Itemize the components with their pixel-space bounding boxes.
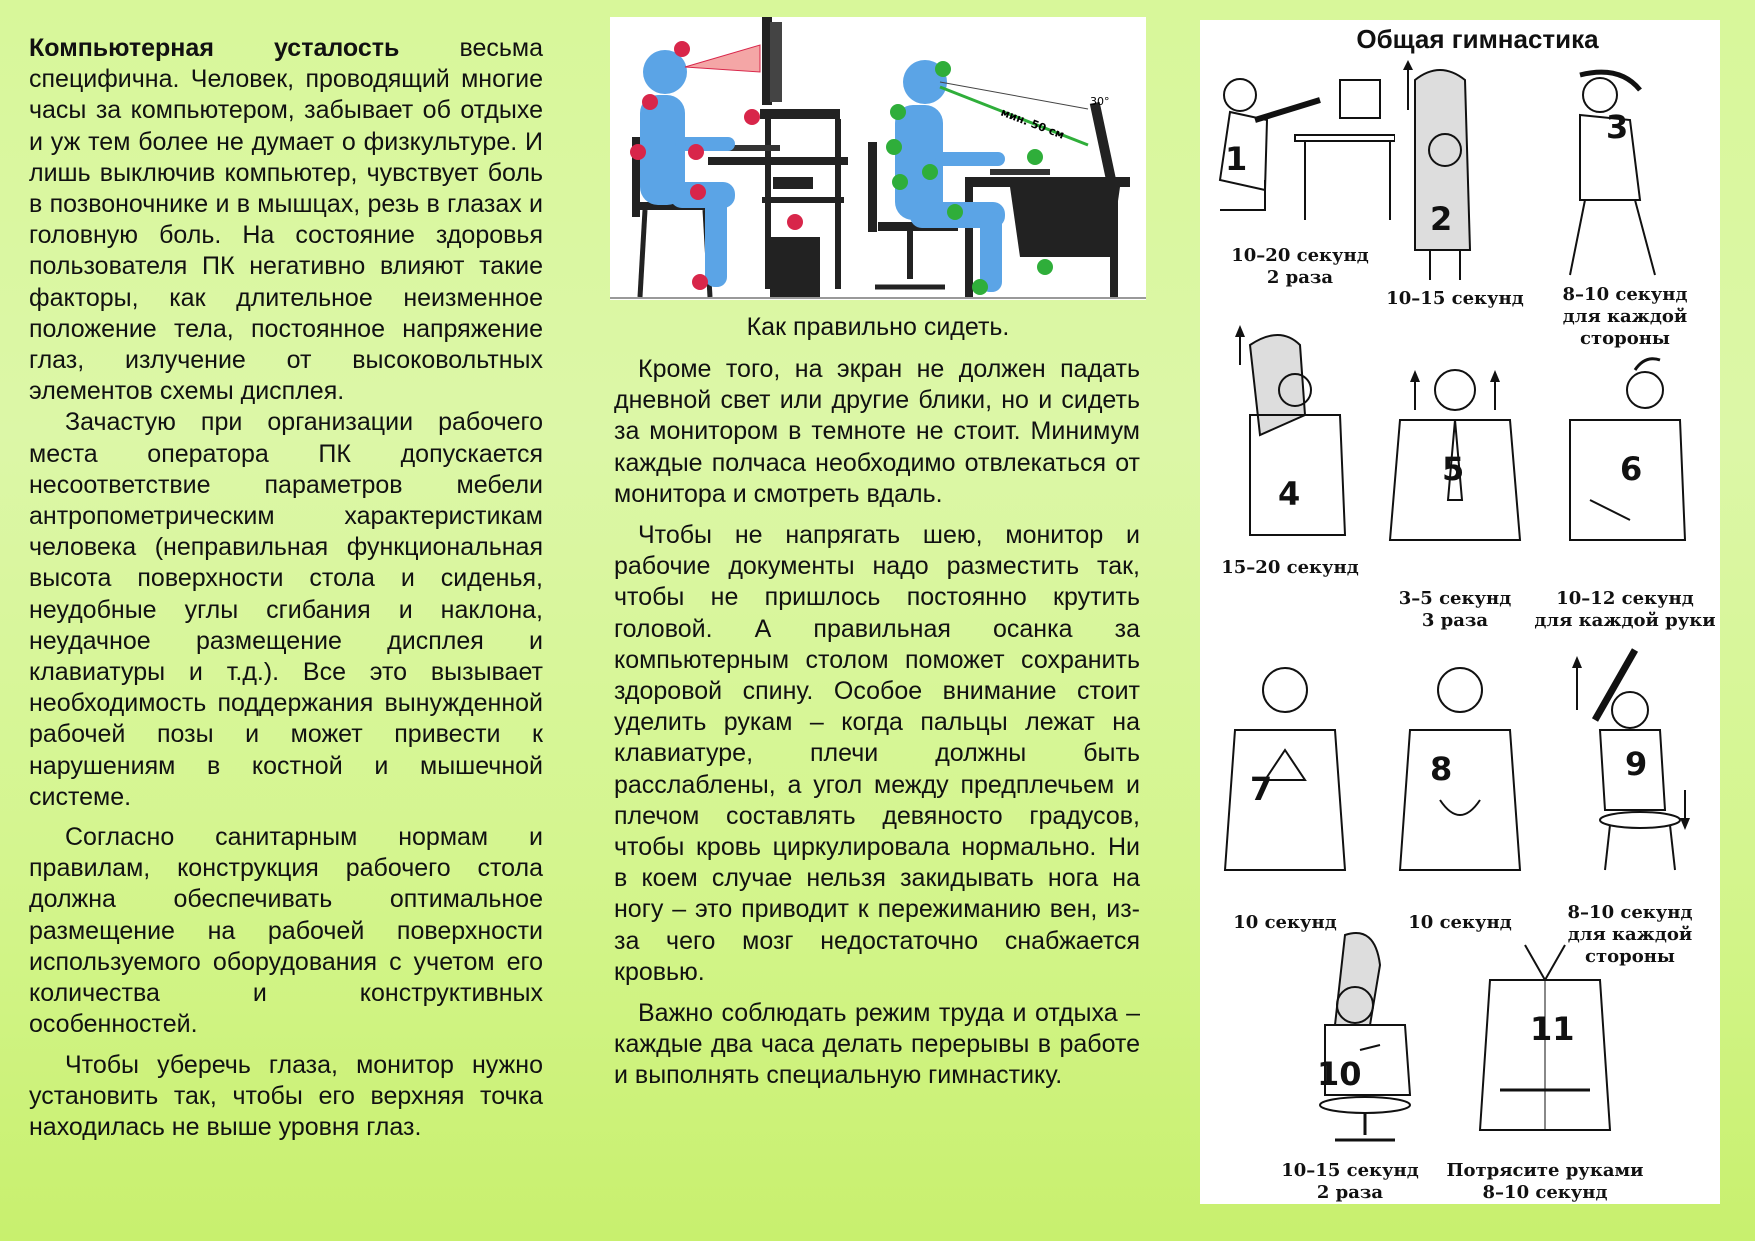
exercise-3-drawing xyxy=(1540,60,1715,280)
exercise-number: 9 xyxy=(1625,745,1648,783)
exercise-label: 15–20 секунд xyxy=(1221,557,1359,578)
article-column-1 xyxy=(29,33,543,1143)
exercise-4 xyxy=(1220,325,1360,578)
exercise-10 xyxy=(1281,925,1435,1203)
paragraph-5: Кроме того, на экран не должен падать дневной свет или другие блики, но и сидеть за монитором в темноте не стоит. Минимум каждые полчаса необходимо отвлекаться от монитора и смотреть вдаль. xyxy=(614,355,1140,508)
exercise-10-drawing xyxy=(1285,925,1435,1150)
paragraph-7: Важно соблюдать режим труда и отдыха – каждые два часа делать перерывы в работе и выполнять специальную гимнастику. xyxy=(614,999,1140,1090)
gymnastics-panel xyxy=(1200,20,1720,1204)
gymnastics-title: Общая гимнастика xyxy=(1356,24,1599,54)
paragraph-4: Чтобы уберечь глаза, монитор нужно установить так, чтобы его верхняя точка находилась не выше уровня глаз. xyxy=(29,1050,543,1141)
exercise-label: 3–5 секунд 3 раза xyxy=(1398,588,1512,631)
exercise-number: 5 xyxy=(1442,450,1465,488)
exercise-1 xyxy=(1205,60,1395,288)
exercise-11 xyxy=(1446,940,1644,1203)
exercise-8-drawing xyxy=(1380,650,1540,880)
exercise-2-drawing xyxy=(1400,60,1540,285)
paragraph-3: Согласно санитарным нормам и правилам, конструкция рабочего стола должна обеспечивать оптимальное размещение на рабочей поверхности используемого оборудования с учетом его количества и конструктивных особенностей. xyxy=(29,823,543,1039)
exercise-label: Потрясите руками 8–10 секунд xyxy=(1446,1160,1644,1203)
exercise-6 xyxy=(1534,350,1716,631)
exercise-label: 10 секунд xyxy=(1408,912,1512,933)
exercise-3 xyxy=(1540,60,1715,349)
exercise-8 xyxy=(1380,650,1540,933)
exercise-label: 10–15 секунд 2 раза xyxy=(1281,1160,1419,1203)
exercise-number: 6 xyxy=(1620,450,1643,488)
exercise-number: 10 xyxy=(1317,1055,1362,1093)
exercise-number: 2 xyxy=(1430,200,1453,238)
intro-text: весьма специфична. Человек, проводящий многие часы за компьютером, забывает об отдыхе и уж тем более не думает о физкультуре. И лишь выключив компьютер, чувствует боль в позвоночнике и в мышцах, резь в глазах и головную боль. На состояние здоровья пользователя ПК негативно влияют такие факторы, как длительное неизменное положение тела, постоянное напряжение глаз, излучение от высоковольтных элементов схемы дисплея. xyxy=(29,34,544,406)
article-column-2 xyxy=(614,354,1140,1092)
posture-illustration xyxy=(610,17,1146,300)
exercise-label: 10 секунд xyxy=(1233,912,1337,933)
intro-bold: Компьютерная усталость xyxy=(29,34,400,62)
exercise-number: 4 xyxy=(1278,475,1301,513)
exercise-5 xyxy=(1370,360,1540,631)
exercise-7-drawing xyxy=(1205,650,1365,880)
exercise-label: 10–12 секунд для каждой руки xyxy=(1534,588,1716,631)
angle-label: 30° xyxy=(1090,95,1110,108)
exercise-label: 8–10 секунд для каждой стороны xyxy=(1567,902,1693,967)
exercise-9 xyxy=(1565,640,1705,967)
posture-illustration-svg xyxy=(610,17,1146,300)
exercise-7 xyxy=(1205,650,1365,933)
exercise-2 xyxy=(1386,60,1540,309)
figure-caption: Как правильно сидеть. xyxy=(746,313,1010,341)
exercise-number: 1 xyxy=(1225,140,1248,178)
paragraph-intro xyxy=(29,33,543,407)
exercise-label: 10–20 секунд 2 раза xyxy=(1231,245,1369,288)
exercise-number: 11 xyxy=(1530,1010,1575,1048)
exercise-number: 7 xyxy=(1250,770,1273,808)
paragraph-6: Чтобы не напрягать шею, монитор и рабочие документы надо разместить так, чтобы не пришлось постоянно крутить головой. А правильная осанка за компьютерным столом поможет сохранить здоровой спину. Особое внимание стоит уделить рукам – когда пальцы лежат на клавиатуре, плечи должны быть расслаблены, а угол между предплечьем и плечом составлять девяносто градусов, чтобы кровь циркулировала нормально. Ни в коем случае нельзя закидывать нога на ногу – это приводит к пережиманию вен, из-за чего мозг недостаточно снабжается кровью. xyxy=(614,521,1140,986)
exercise-label: 8–10 секунд для каждой стороны xyxy=(1562,284,1688,349)
exercise-number: 8 xyxy=(1430,750,1453,788)
paragraph-2: Зачастую при организации рабочего места оператора ПК допускается несоответствие параметров мебели антропометрическим характеристикам человека (неправильная функциональная высота поверхности стола и сиденья, неудобные углы сгибания и наклона, неудачное размещение дисплея и клавиатуры и т.д.). Все это вызывает необходимость поддержания вынужденной рабочей позы и может привести к нарушениям в костной и мышечной системе. xyxy=(29,408,543,811)
exercise-number: 3 xyxy=(1606,108,1629,146)
distance-label: мин. 50 см xyxy=(998,105,1067,142)
exercise-label: 10–15 секунд xyxy=(1386,288,1524,309)
